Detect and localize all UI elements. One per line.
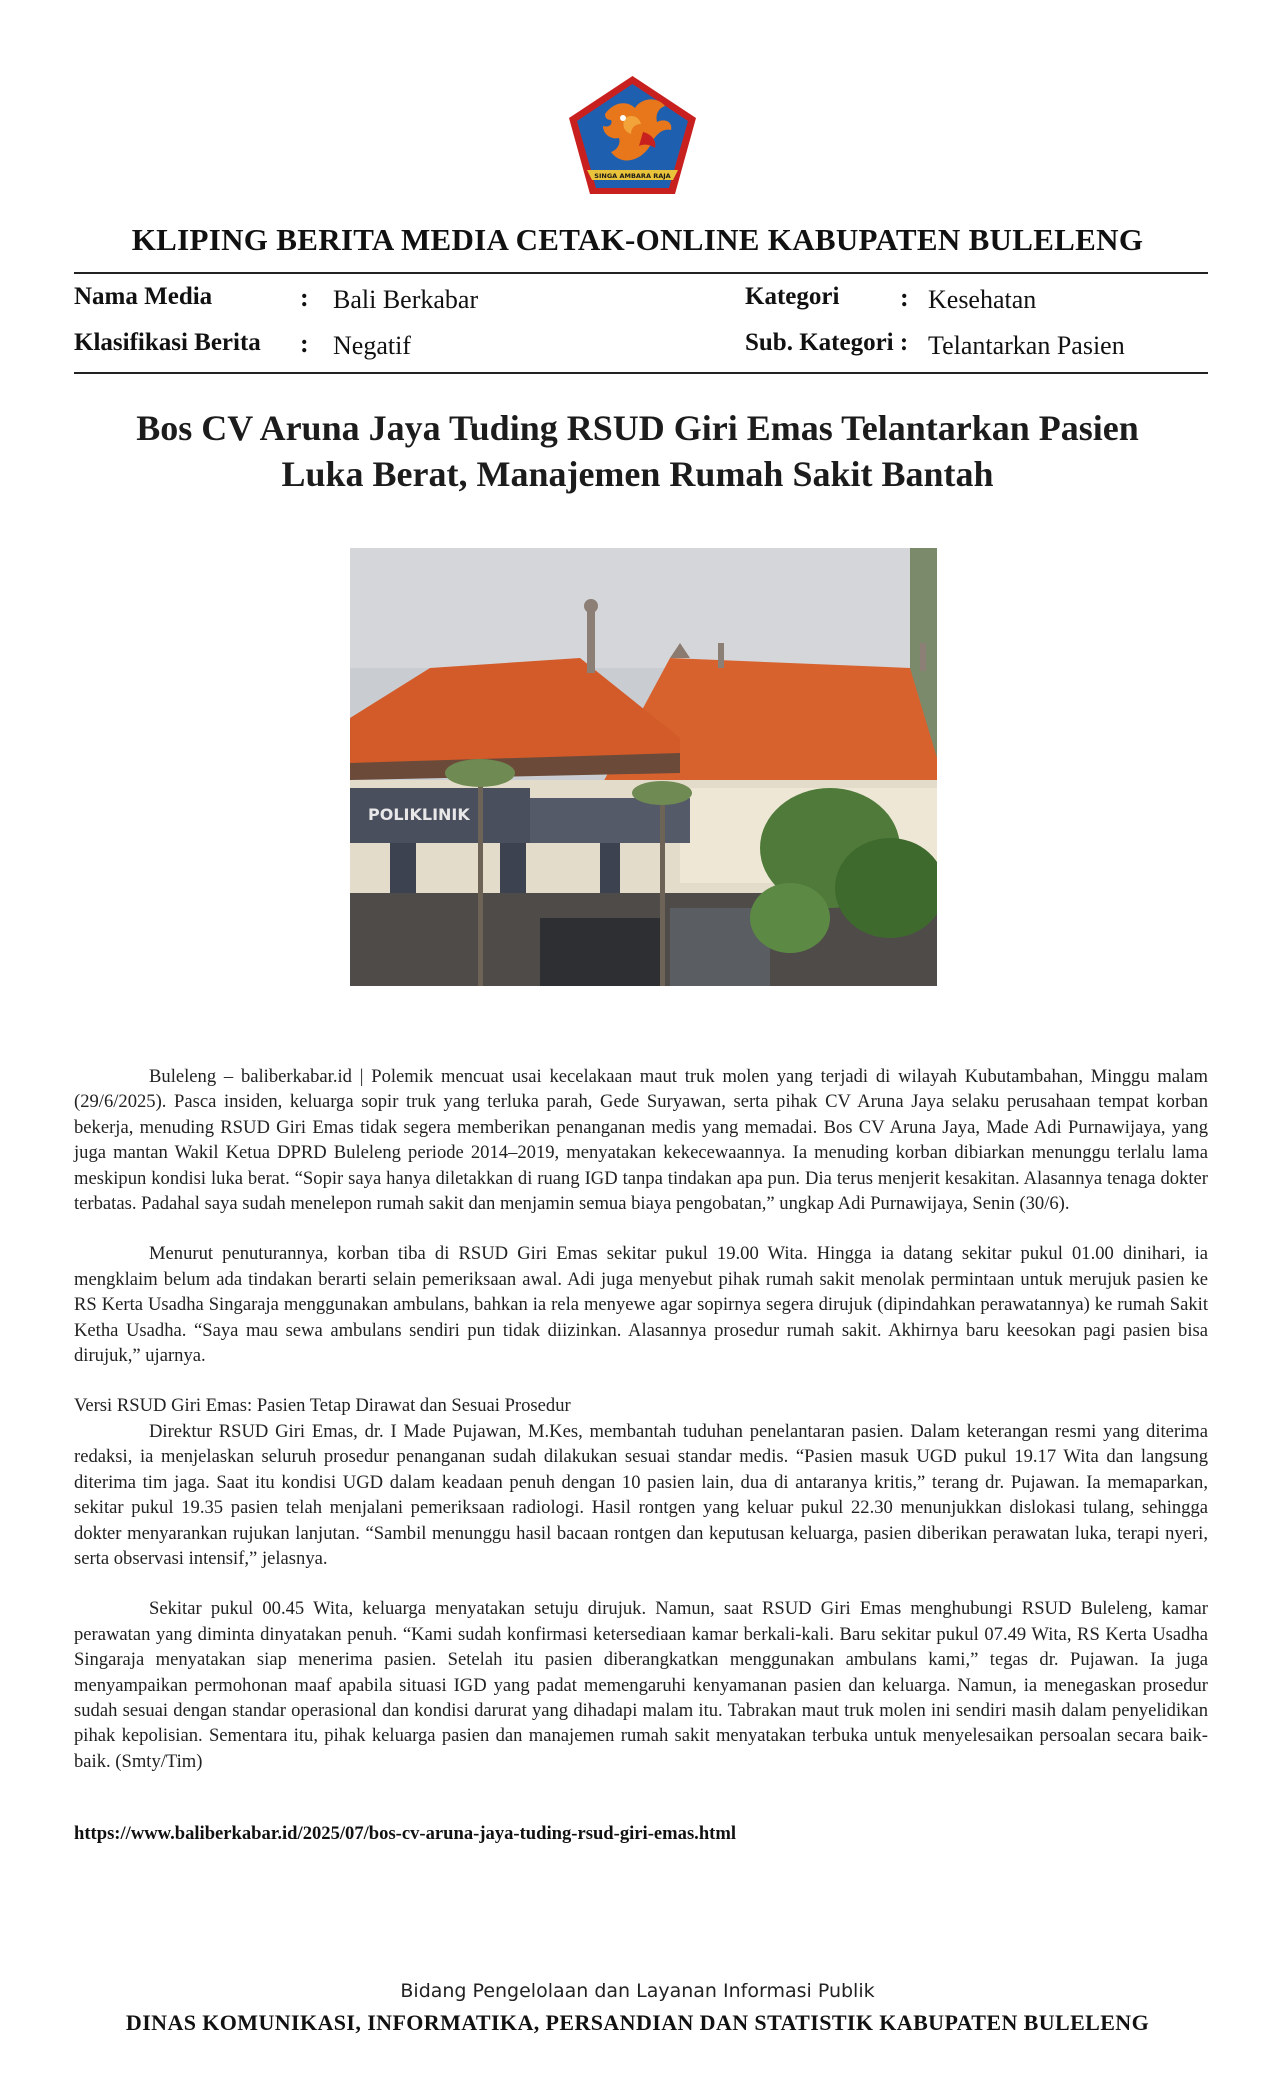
top-divider xyxy=(74,272,1208,274)
article-headline: Bos CV Aruna Jaya Tuding RSUD Giri Emas Telantarkan Pasien Luka Berat, Manajemen Rumah Sakit Bantah xyxy=(136,408,1139,494)
klasifikasi-label: Klasifikasi Berita xyxy=(74,329,261,356)
article-body xyxy=(74,1064,1208,1774)
sub-kategori-label: Sub. Kategori : xyxy=(745,329,909,356)
hospital-photo xyxy=(350,548,937,986)
kliping-title: KLIPING BERITA MEDIA CETAK-ONLINE KABUPATEN BULELENG xyxy=(131,222,1144,257)
source-url: https://www.baliberkabar.id/2025/07/bos-cv-aruna-jaya-tuding-rsud-giri-emas.html xyxy=(74,1823,737,1844)
meta-bottom-divider xyxy=(74,372,1208,374)
nama-media-label: Nama Media xyxy=(74,283,213,310)
nama-media-value: Bali Berkabar xyxy=(333,285,479,314)
kategori-value: Kesehatan xyxy=(928,285,1037,314)
klasifikasi-colon: : xyxy=(300,329,309,358)
crest-motto: SINGA AMBARA RAJA xyxy=(594,172,671,180)
article-subheading: Versi RSUD Giri Emas: Pasien Tetap Dirawat dan Sesuai Prosedur xyxy=(74,1395,571,1417)
kategori-colon: : xyxy=(900,283,909,312)
kategori-label: Kategori xyxy=(745,283,840,310)
sub-kategori-value: Telantarkan Pasien xyxy=(928,331,1125,360)
article-paragraph-3: Direktur RSUD Giri Emas, dr. I Made Pujawan, M.Kes, membantah tuduhan penelantaran pasien. Dalam keterangan resmi yang diterima redaksi, ia menjelaskan seluruh prosedur penanganan sudah dilakukan sesuai standar medis. “Pasien masuk UGD pukul 19.17 Wita dan langsung diterima tim jaga. Saat itu kondisi UGD dalam keadaan penuh dengan 10 pasien lain, dua di antaranya kritis,” terang dr. Pujawan. Ia memaparkan, sekitar pukul 19.35 pasien telah menjalani pemeriksaan radiologi. Hasil rontgen yang keluar pukul 22.30 menunjukkan dislokasi tulang, sehingga dokter menyarankan rujukan lanjutan. “Sambil menunggu hasil bacaan rontgen dan keputusan keluarga, pasien diberikan perawatan luka, terapi nyeri, serta observasi intensif,” jelasnya. xyxy=(74,1420,1208,1569)
buleleng-crest-logo xyxy=(565,74,700,202)
footer-agency: DINAS KOMUNIKASI, INFORMATIKA, PERSANDIAN DAN STATISTIK KABUPATEN BULELENG xyxy=(125,2010,1150,2035)
nama-media-colon: : xyxy=(300,283,309,312)
photo-sign-text: POLIKLINIK xyxy=(368,805,470,824)
article-paragraph-2: Menurut penuturannya, korban tiba di RSUD Giri Emas sekitar pukul 19.00 Wita. Hingga ia datang sekitar pukul 01.00 dinihari, ia mengklaim belum ada tindakan berarti selain pemeriksaan awal. Adi juga menyebut pihak rumah sakit menolak permintaan untuk merujuk pasien ke RS Kerta Usadha Singaraja menggunakan ambulans, bahkan ia rela menyewe agar sopirnya segera dirujuk (dipindahkan perawatannya) ke rumah Sakit Ketha Usadha. “Saya mau sewa ambulans sendiri pun tidak diizinkan. Alasannya prosedur rumah sakit. Akhirnya baru keesokan pagi pasien bisa dirujuk,” ujarnya. xyxy=(74,1243,1208,1367)
klasifikasi-value: Negatif xyxy=(333,331,411,360)
article-paragraph-1: Buleleng – baliberkabar.id | Polemik mencuat usai kecelakaan maut truk molen yang terjadi di wilayah Kubutambahan, Minggu malam (29/6/2025). Pasca insiden, keluarga sopir truk yang terluka parah, Gede Suryawan, serta pihak CV Aruna Jaya selaku perusahaan tempat korban bekerja, menuding RSUD Giri Emas tidak segera memberikan penanganan medis yang memadai. Bos CV Aruna Jaya, Made Adi Purnawijaya, yang juga mantan Wakil Ketua DPRD Buleleng periode 2014–2019, menyatakan kekecewaannya. Ia menuding korban dibiarkan menunggu terlalu lama meskipun kondisi luka berat. “Sopir saya hanya diletakkan di ruang IGD tanpa tindakan apa pun. Dia terus menjerit kesakitan. Alasannya tenaga dokter terbatas. Padahal saya sudah menelepon rumah sakit dan menjamin semua biaya pengobatan,” ungkap Adi Purnawijaya, Senin (30/6). xyxy=(74,1066,1208,1215)
article-paragraph-4: Sekitar pukul 00.45 Wita, keluarga menyatakan setuju dirujuk. Namun, saat RSUD Giri Emas menghubungi RSUD Buleleng, kamar perawatan yang diminta dinyatakan penuh. “Kami sudah konfirmasi ketersediaan kamar berkali-kali. Baru sekitar pukul 07.49 Wita, RS Kerta Usadha Singaraja menyatakan siap menerima pasien. Setelah itu pasien diberangkatkan menggunakan ambulans kami,” tegas dr. Pujawan. Ia juga menyampaikan permohonan maaf apabila situasi IGD yang padat memengaruhi kenyamanan pasien dan keluarga. Namun, ia menegaskan prosedur sudah sesuai dengan standar operasional dan kondisi darurat yang dihadapi malam itu. Tabrakan maut truk molen ini sendiri masih dalam penyelidikan pihak kepolisian. Sementara itu, pihak keluarga pasien dan manajemen rumah sakit menyatakan terbuka untuk menyelesaikan persoalan secara baik-baik. (Smty/Tim) xyxy=(74,1598,1208,1772)
footer-department: Bidang Pengelolaan dan Layanan Informasi Publik xyxy=(400,1980,875,2002)
